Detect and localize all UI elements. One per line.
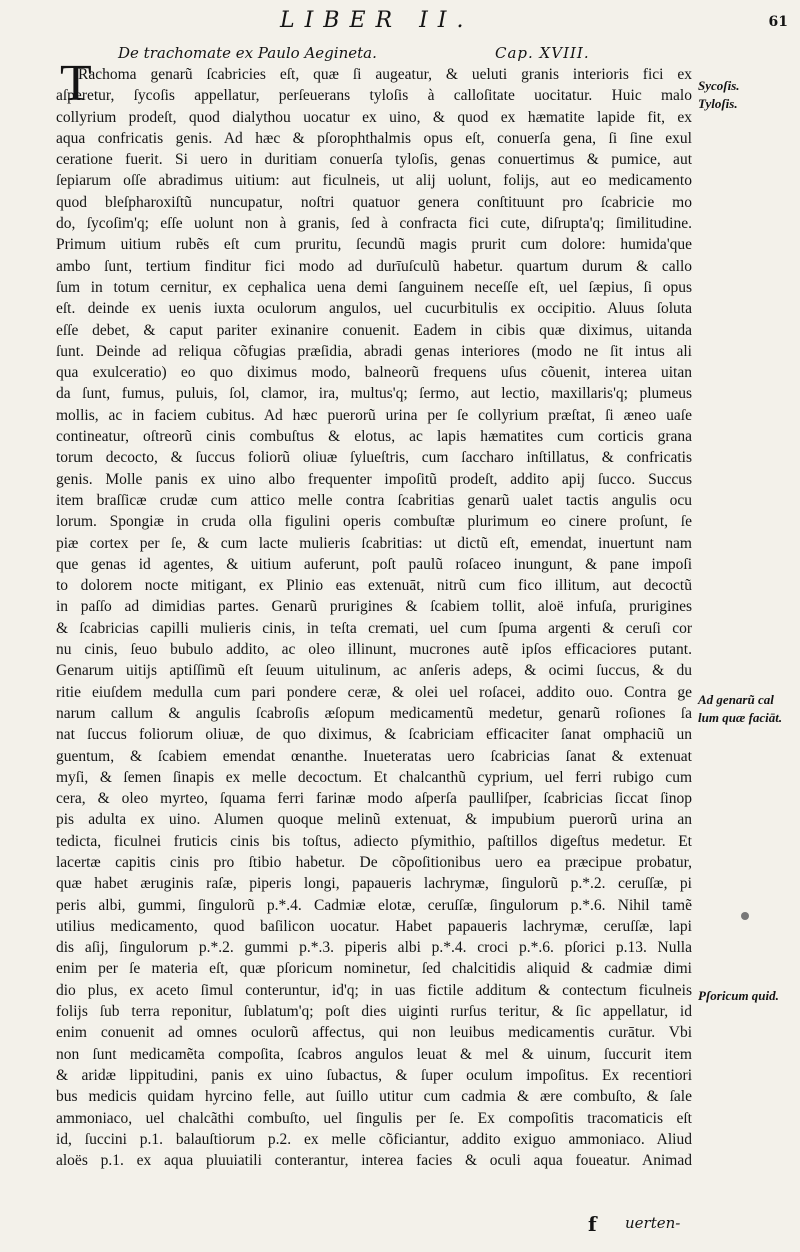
text-line: que genas id agentes, & uitium auferunt, poſt paulũ roſaceo inungunt, & pane impoſi: [56, 555, 692, 573]
text-line: utilius medicamento, quod baſilicon uocatur. Habet papaueris lachrymæ, ceruſſæ, lapi: [56, 917, 692, 935]
text-line: tedicta, ficulnei fruticis cinis bis toſtus, adiecto pſymithio, paſtillos digeſtus medetur. Et: [56, 832, 692, 850]
ink-blot-mark: [741, 912, 749, 920]
margin-note-sycosis: Sycoſis.: [698, 78, 740, 93]
text-line: ſepiarum oſſe abradimus uitium: aut ficulneis, ut alij uolunt, folijs, aut eo medicamento: [56, 172, 692, 190]
margin-note-genarum-line2: lum quæ faciāt.: [698, 710, 783, 725]
text-line: piæ cortex per ſe, & cum lacte mulieris ſcabritias: ut dictũ eſt, emendat, inuertunt nam: [56, 534, 692, 552]
text-line: nat ſuccus foliorum oliuæ, de quo diximus, & ſcabriciam efficaciter ſanat omphaciũ un: [56, 726, 692, 744]
text-line: id, ſuccini p.1. balauſtiorum p.2. ex melle cõficiantur, addito exiguo ammoniaco. Aliud: [56, 1130, 692, 1148]
text-line: bus medicis quidam hyrcino felle, aut ſuillo utitur cum cadmia & ære combuſto, & ſale: [56, 1088, 692, 1106]
page-number: 61: [768, 14, 788, 30]
text-line: contineatur, oſtreorũ cinis combuſtus & elotus, ac lapis hæmatites cum corticis grana: [56, 428, 692, 446]
text-line: to dolorem nocte mitigant, ex Plinio eas extenuāt, nitrũ cum fico illitum, aut decoctũ: [56, 577, 692, 595]
text-line: enim per ſe materia eſt, quæ pſoricum nominetur, ſed chalcitidis aliquid & cadmiæ dimi: [56, 960, 692, 978]
text-line: genis. Molle panis ex uino albo frequenter impoſitũ prodeſt, addito apij ſucco. Succus: [56, 470, 692, 488]
chapter-number: Cap. XVIII.: [495, 44, 590, 62]
text-line: qua exulceratio) eo quo diximus modo, balneorũ frequens uſus cõuenit, interea uitan: [56, 364, 692, 382]
text-line: aloës p.1. ex aqua pluuiatili conterantur, interea facies & oculi aqua foueatur. Animad: [56, 1152, 692, 1170]
text-line: ammoniaco, uel chalcãthi combuſto, uel ſingulis per ſe. Ex compoſitis tracomaticis eſt: [56, 1109, 692, 1127]
catchword: uerten-: [625, 1214, 681, 1232]
text-line: da ſunt, fumus, puluis, ſol, clamor, ira, multus'q; ſermo, aut lectio, maxillaris'q; plumeus: [56, 385, 692, 403]
text-line: narum callum & angulis ſcabroſis æſopum medicamentũ medetur, genarũ roſiones ſa: [56, 704, 692, 722]
running-title: LIBER II.: [280, 8, 474, 33]
margin-note-psoricum: Pſoricum quid.: [698, 988, 779, 1003]
text-line: nu cinis, ſeuo bubulo addito, ac oleo illinunt, mucrones autẽ ipſos efficaciores putant.: [56, 641, 692, 659]
text-line: quod bleſpharoxiſtũ nuncupatur, noſtri quatuor genera conſtituunt pro ſcabricie mo: [56, 193, 692, 211]
text-line: & aridæ lippitudini, panis ex uino ſubactus, & ſuper oculum impoſitus. Ex recentiori: [56, 1066, 692, 1084]
text-line: item braſſicæ crudæ cum attico melle contra ſcabritias genarũ ualet tactis angulis ocu: [56, 491, 692, 509]
drop-cap-initial: T: [60, 55, 92, 112]
text-line: myſi, & ſemen ſinapis ex melle decoctum. Et chalcanthũ cyprium, uel ferri rubigo cum: [56, 768, 692, 786]
text-line: ambo ſunt, tertium finditur fici modo ad durīuſculũ habetur. quartum durum & callo: [56, 257, 692, 275]
running-header: [0, 8, 800, 36]
margin-note-tylosis: Tyloſis.: [698, 96, 738, 111]
text-line: eſt. deinde ex uenis iuxta oculorum angulos, uel cucurbitulis ex occipitio. Aluus ſoluta: [56, 300, 692, 318]
text-line: aſperetur, ſycoſis appellatur, perſeuerans tyloſis à calloſitate uocitatur. Huic malo: [56, 87, 692, 105]
text-line: in paſſo ad dimidias partes. Genarũ prurigines & ſcabiem tollit, aloë infuſa, prurigines: [56, 598, 692, 616]
text-line: do, ſycoſim'q; eſſe uolunt non à granis, ſed à confracta fici cute, diſrupta'q; ſimilitudine.: [56, 215, 692, 233]
signature-mark: f: [588, 1212, 597, 1236]
text-line: torum decocto, & ſuccus foliorũ oliuæ ſylueſtris, cum ſaccharo inſtillatus, & confricatis: [56, 449, 692, 467]
text-line: cera, & oleo myrteo, ſquama ferri farinæ modo aſperſa paulliſper, ſcabricias ſiccat ſinop: [56, 790, 692, 808]
text-line: ritie eiuſdem medulla cum pari pondere ceræ, & olei uel roſacei, addito ouo. Contra ge: [56, 683, 692, 701]
text-line: folijs ſub terra reponitur, ſublatum'q; poſt dies uiginti rurſus teritur, & ſic appellatur, id: [56, 1003, 692, 1021]
text-line: dis aſij, ſingulorum p.*.2. gummi p.*.3. piperis albi p.*.4. croci p.*.6. pſorici p.13. Nulla: [56, 939, 692, 957]
text-line: aqua confricatis genis. Ad hæc & pſorophthalmis opus eſt, conuerſa gena, ſi ſine exul: [56, 129, 692, 147]
chapter-title: De trachomate ex Paulo Aegineta.: [118, 44, 377, 62]
text-line: non ſunt medicamẽta compoſita, ſcabros angulos leuat & mel & uinum, ſuccurit item: [56, 1045, 692, 1063]
text-line: Rachoma genarũ ſcabricies eſt, quæ ſi augeatur, & ueluti granis interioris fici ex: [78, 66, 692, 83]
text-line: lorum. Spongiæ in cruda olla figulini operis combuſtæ plurimum eo cinere proſunt, ſe: [56, 513, 692, 531]
text-line: eſſe debet, & caput pariter exinanire conuenit. Eadem in cibis quæ diximus, uitanda: [56, 321, 692, 339]
text-line: lacertæ capitis cinis pro ſtibio habetur. De cõpoſitionibus uero ea præcipue probatur,: [56, 853, 692, 871]
text-line: ceratione fuerit. Si uero in duritiam conuerſa tyloſis, genas conuertimus & pumice, aut: [56, 151, 692, 169]
chapter-heading: [0, 44, 800, 64]
text-line: Genarum uitijs aptiſſimũ eſt ſeuum uitulinum, ac anſeris adeps, & ocimi ſuccus, & du: [56, 662, 692, 680]
text-line: ſunt. Deinde ad reliqua cõfugias præſidia, abradi genas interiores (modo ne ſit intus ali: [56, 342, 692, 360]
text-line: & ſcabricias capilli mulieris cinis, in teſta cremati, uel cum ſpuma argenti & ceruſi cor: [56, 619, 692, 637]
page-footer: [0, 1212, 800, 1242]
text-line: collyrium prodeſt, quod dialythou uocatur ex uino, & quod ex hæmatite lapide fit, ex: [56, 108, 692, 126]
text-line: mollis, ac in faciem cubitus. Ad hæc puerorũ urina per ſe collyrium præſtat, ſi æneo uaſe: [56, 406, 692, 424]
text-line: peris albi, gummi, ſingulorũ p.*.4. Cadmiæ elotæ, ceruſſæ, ſingulorum p.*.6. Nihil tamẽ: [56, 896, 692, 914]
text-line: ſum in totum cernitur, ex cephalica uena demi ſanguinem neceſſe eſt, uel ſæpius, ſi opus: [56, 278, 692, 296]
text-line: Primum uitium rubẽs eſt cum pruritu, ſecundũ magis prurit cum dolore: humida'que: [56, 236, 692, 254]
main-text-block: [56, 64, 692, 1171]
text-line: guentum, & ſcabiem emendat œnanthe. Inueteratas uero ſcabricias ſanat & extenuat: [56, 747, 692, 765]
text-line: dio plus, ex aceto ſimul conteruntur, id'q; in uas fictile additum & contectum ficulneis: [56, 981, 692, 999]
margin-note-genarum-line1: Ad genarũ cal: [698, 692, 774, 707]
text-line: pis adulta ex uino. Alumen quoque melinũ extenuat, & impubium puerorũ urina an: [56, 811, 692, 829]
text-line: enim conuenit ad omnes oculorũ affectus, qui non leuibus medicamentis curātur. Vbi: [56, 1024, 692, 1042]
text-line: quæ habet æruginis raſæ, piperis longi, papaueris lachrymæ, ſingulorũ p.*.2. ceruſſæ, pi: [56, 875, 692, 893]
